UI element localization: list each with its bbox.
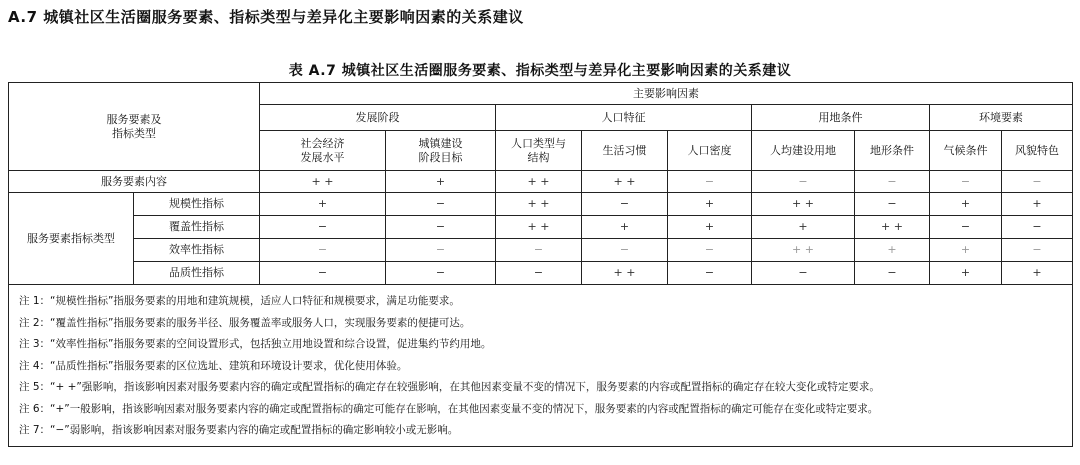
note-4: 注 4：“品质性指标”指服务要素的区位选址、建筑和环境设计要求，优化使用体验。 bbox=[19, 359, 408, 372]
table-cell: + bbox=[1002, 262, 1073, 285]
col-header-population-type: 人口类型与 结构 bbox=[496, 131, 582, 171]
table-row bbox=[9, 216, 1073, 239]
note-5: 注 5：“+ +”强影响，指该影响因素对服务要素内容的确定或配置指标的确定存在较强影响，在其他因素变量不变的情况下，服务要素的内容或配置指标的确定存在较大变化或特定要求。 bbox=[19, 381, 880, 393]
table-caption: 表 A.7 城镇社区生活圈服务要素、指标类型与差异化主要影响因素的关系建议 bbox=[288, 63, 792, 79]
group-land-use: 用地条件 bbox=[752, 105, 930, 131]
table-cell: − bbox=[752, 171, 855, 193]
table-cell: − bbox=[855, 171, 930, 193]
row-label-quality: 品质性指标 bbox=[134, 262, 260, 285]
row-label-coverage: 覆盖性指标 bbox=[134, 216, 260, 239]
table-cell: − bbox=[855, 262, 930, 285]
table-cell: − bbox=[1002, 239, 1073, 262]
influence-table bbox=[8, 82, 1073, 447]
group-environment: 环境要素 bbox=[930, 105, 1073, 131]
table-cell: + + bbox=[582, 171, 668, 193]
table-cell: + + bbox=[496, 216, 582, 239]
table-cell: + bbox=[930, 262, 1002, 285]
table-cell: − bbox=[1002, 216, 1073, 239]
table-cell: − bbox=[668, 239, 752, 262]
table-cell: − bbox=[582, 239, 668, 262]
row-label-content: 服务要素内容 bbox=[9, 171, 260, 193]
note-3: 注 3：“效率性指标”指服务要素的空间设置形式，包括独立用地设置和综合设置，促进集约节约用地。 bbox=[19, 338, 492, 350]
table-row bbox=[9, 171, 1073, 193]
table-row bbox=[9, 193, 1073, 216]
group-development-stage: 发展阶段 bbox=[260, 105, 496, 131]
col-header-habits: 生活习惯 bbox=[582, 131, 668, 171]
table-cell: + bbox=[582, 216, 668, 239]
header-row-label: 服务要素及 指标类型 bbox=[9, 83, 260, 171]
page-title: A.7 城镇社区生活圈服务要素、指标类型与差异化主要影响因素的关系建议 bbox=[8, 8, 524, 26]
table-cell: − bbox=[386, 239, 496, 262]
table-cell: − bbox=[386, 216, 496, 239]
note-1: 注 1：“规模性指标”指服务要素的用地和建筑规模，适应人口特征和规模要求，满足功能要求。 bbox=[19, 295, 460, 307]
table-cell: − bbox=[855, 193, 930, 216]
table-cell: − bbox=[1002, 171, 1073, 193]
table-row bbox=[9, 262, 1073, 285]
header-main-factors: 主要影响因素 bbox=[260, 83, 1073, 105]
table-cell: − bbox=[496, 239, 582, 262]
row-label-scale: 规模性指标 bbox=[134, 193, 260, 216]
table-cell: − bbox=[260, 216, 386, 239]
table-cell: + bbox=[752, 216, 855, 239]
col-header-economy: 社会经济 发展水平 bbox=[260, 131, 386, 171]
table-cell: + bbox=[668, 193, 752, 216]
table-cell: − bbox=[668, 262, 752, 285]
col-header-climate: 气候条件 bbox=[930, 131, 1002, 171]
note-2: 注 2：“覆盖性指标”指服务要素的服务半径、服务覆盖率或服务人口，实现服务要素的便捷可达。 bbox=[19, 316, 471, 329]
row-label-efficiency: 效率性指标 bbox=[134, 239, 260, 262]
table-cell: − bbox=[260, 262, 386, 285]
table-cell: + bbox=[930, 239, 1002, 262]
note-6: 注 6：“+”一般影响，指该影响因素对服务要素内容的确定或配置指标的确定可能存在影响，在其他因素变量不变的情况下，服务要素的内容或配置指标的确定可能存在变化或特定要求。 bbox=[19, 402, 879, 415]
col-header-landscape: 风貌特色 bbox=[1002, 131, 1073, 171]
col-header-land-per-capita: 人均建设用地 bbox=[752, 131, 855, 171]
table-cell: − bbox=[386, 193, 496, 216]
group-population: 人口特征 bbox=[496, 105, 752, 131]
table-row bbox=[9, 239, 1073, 262]
table-cell: − bbox=[752, 262, 855, 285]
table-cell: + + bbox=[260, 171, 386, 193]
col-header-construction: 城镇建设 阶段目标 bbox=[386, 131, 496, 171]
col-header-density: 人口密度 bbox=[668, 131, 752, 171]
table-cell: + + bbox=[582, 262, 668, 285]
table-cell: + + bbox=[855, 216, 930, 239]
table-cell: + + bbox=[752, 239, 855, 262]
table-cell: − bbox=[582, 193, 668, 216]
table-cell: + bbox=[386, 171, 496, 193]
table-cell: + + bbox=[752, 193, 855, 216]
table-cell: − bbox=[386, 262, 496, 285]
table-cell: + bbox=[260, 193, 386, 216]
table-cell: − bbox=[930, 216, 1002, 239]
table-cell: + + bbox=[496, 171, 582, 193]
notes-section bbox=[9, 285, 1073, 447]
note-7: 注 7：“−”弱影响，指该影响因素对服务要素内容的确定或配置指标的确定影响较小或无影响。 bbox=[19, 424, 459, 436]
col-header-terrain: 地形条件 bbox=[855, 131, 930, 171]
table-cell: − bbox=[260, 239, 386, 262]
table-cell: − bbox=[496, 262, 582, 285]
table-cell: − bbox=[930, 171, 1002, 193]
table-cell: − bbox=[668, 171, 752, 193]
table-cell: + bbox=[668, 216, 752, 239]
table-cell: + bbox=[1002, 193, 1073, 216]
indicator-group-label: 服务要素指标类型 bbox=[9, 193, 134, 285]
table-cell: + + bbox=[496, 193, 582, 216]
table-cell: + bbox=[930, 193, 1002, 216]
table-cell: + bbox=[855, 239, 930, 262]
